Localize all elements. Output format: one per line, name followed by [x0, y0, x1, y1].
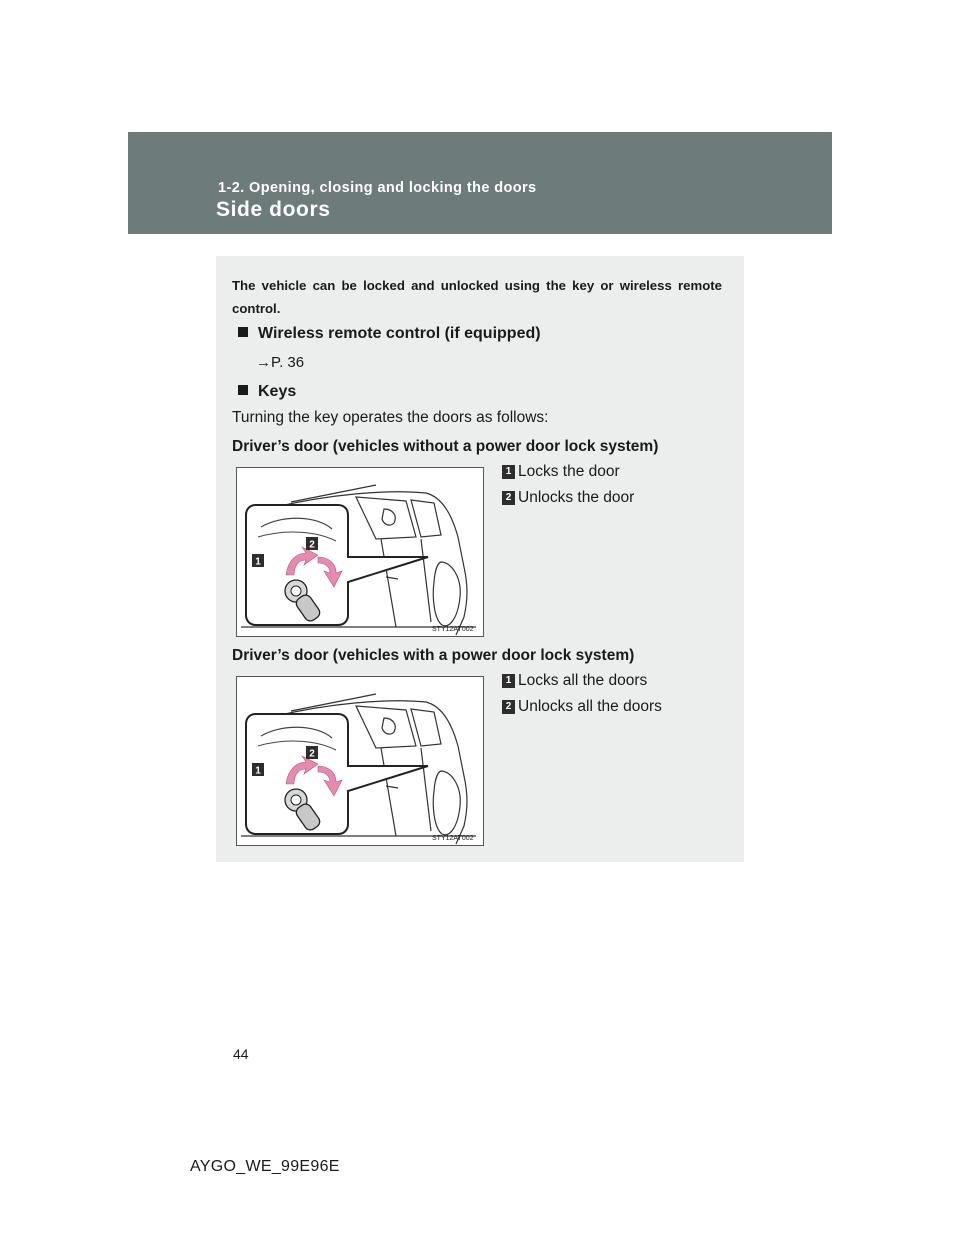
intro-text: The vehicle can be locked and unlocked using the key or wireless remote control. — [232, 278, 722, 316]
number-badge: 2 — [502, 700, 515, 714]
with-power-title: Driver’s door (vehicles with a power door lock system) — [232, 647, 635, 664]
svg-text:STY12AT002: STY12AT002 — [432, 626, 474, 633]
lock-item: 1 Locks the door — [502, 463, 620, 481]
key-figure-without-power — [236, 467, 484, 637]
car-key-illustration — [236, 676, 484, 846]
car-key-illustration — [236, 467, 484, 637]
remote-heading: Wireless remote control (if equipped) — [238, 325, 541, 343]
without-power-title: Driver’s door (vehicles without a power door lock system) — [232, 438, 659, 455]
page-number: 44 — [233, 1046, 249, 1062]
svg-text:2: 2 — [309, 748, 315, 760]
svg-text:STY12AT002: STY12AT002 — [432, 835, 474, 842]
keys-text: Turning the key operates the doors as follows: — [232, 409, 549, 426]
unlock-all-item: 2 Unlocks all the doors — [502, 698, 662, 716]
bullet-square-icon — [238, 327, 248, 337]
unlock-item: 2 Unlocks the door — [502, 489, 634, 507]
svg-text:2: 2 — [309, 539, 315, 551]
header-bar — [128, 132, 832, 234]
number-badge: 1 — [502, 465, 515, 479]
document-code: AYGO_WE_99E96E — [190, 1158, 340, 1175]
svg-text:1: 1 — [255, 556, 261, 568]
page-title: Side doors — [216, 198, 331, 221]
content-panel — [216, 256, 744, 862]
keys-heading: Keys — [238, 383, 296, 401]
number-badge: 1 — [502, 674, 515, 688]
remote-page-reference[interactable]: →P. 36 — [256, 354, 305, 371]
svg-text:1: 1 — [255, 765, 261, 777]
number-badge: 2 — [502, 491, 515, 505]
bullet-square-icon — [238, 385, 248, 395]
section-title: 1-2. Opening, closing and locking the doors — [218, 180, 537, 196]
lock-all-item: 1 Locks all the doors — [502, 672, 647, 690]
key-figure-with-power — [236, 676, 484, 846]
